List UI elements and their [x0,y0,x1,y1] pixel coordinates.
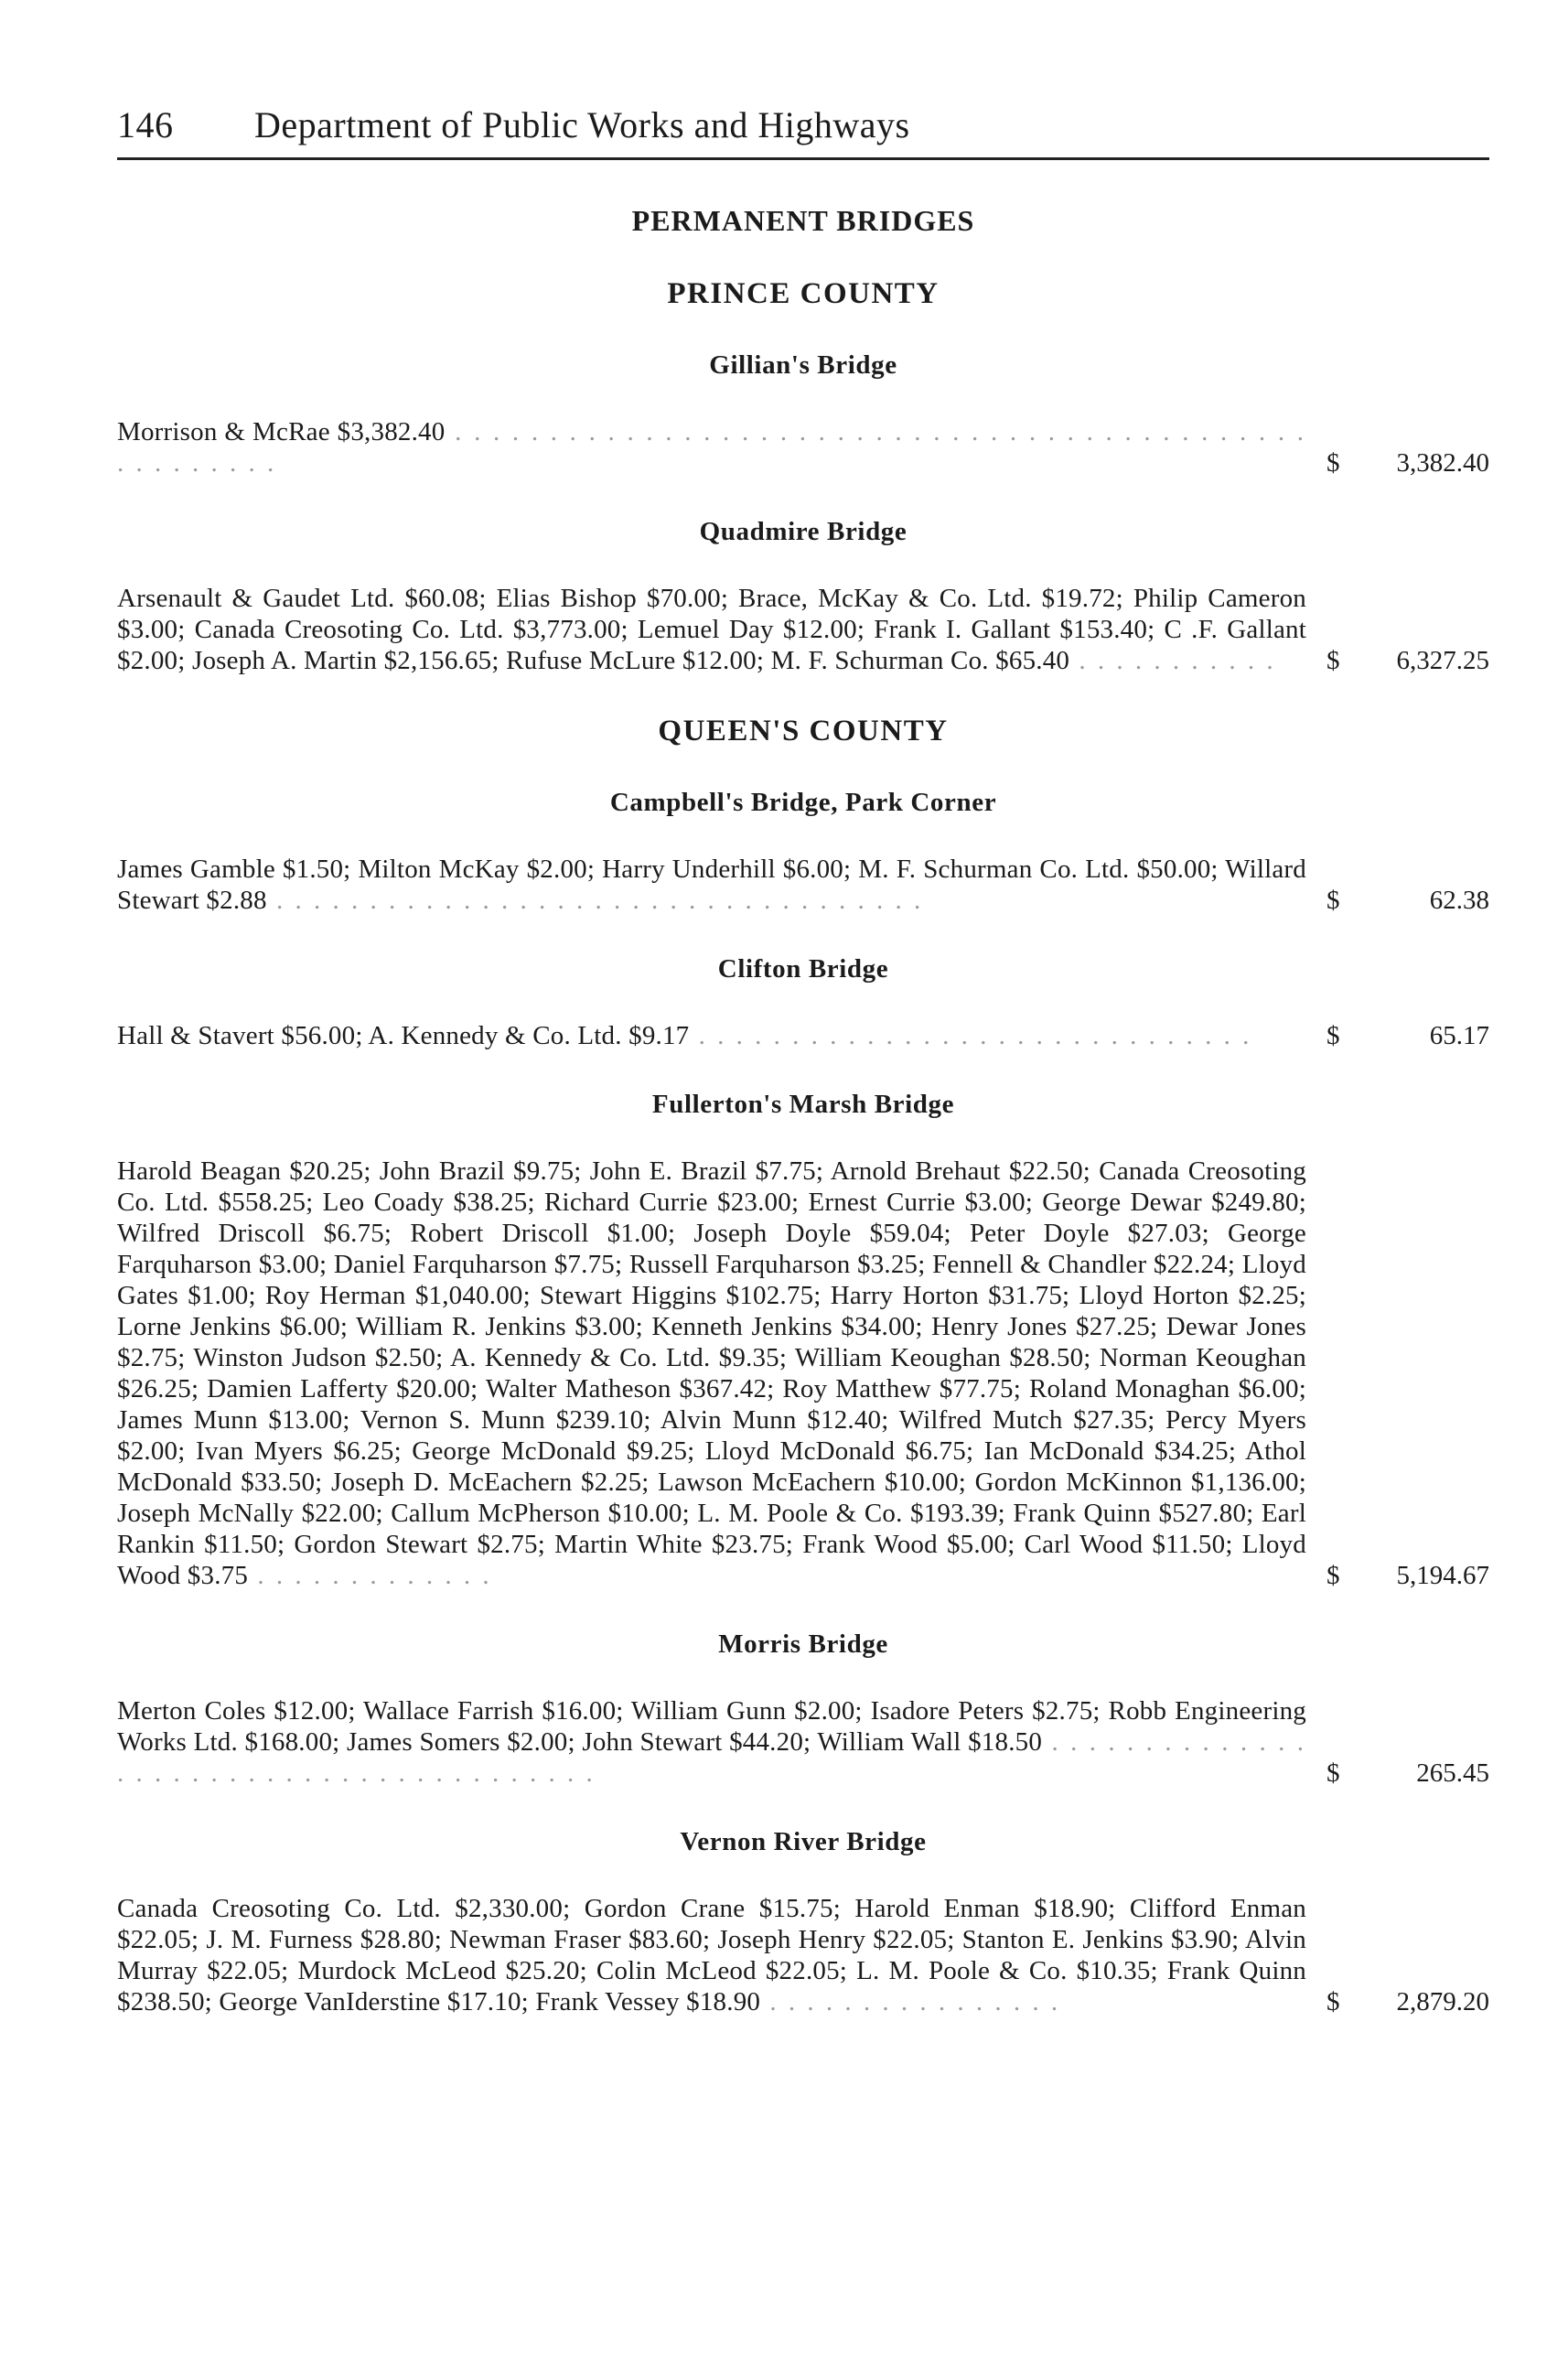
bridge-title: Gillian's Bridge [709,350,897,380]
dollar-sign: $ [1326,886,1340,915]
bridge-contractors [117,1695,1306,1789]
county-heading: QUEEN'S COUNTY [658,715,949,747]
bridge-total: 2,879.20 [1396,1987,1489,2016]
section-heading: PERMANENT BRIDGES [631,204,975,237]
bridge-total: 62.38 [1429,886,1489,915]
dot-leader: . . . . . . . . . . . [1069,646,1276,675]
dot-leader: . . . . . . . . . . . . . . . . . . . . . . . . . . . . . . . . . . . . . . . . . . . . . . . . . . . . . . [117,417,1306,478]
dollar-sign: $ [1326,1987,1340,2016]
header-rule [117,157,1489,160]
bridge-title: Clifton Bridge [717,954,889,984]
bridge-title: Campbell's Bridge, Park Corner [609,788,997,817]
bridge-title: Fullerton's Marsh Bridge [651,1090,955,1119]
bridge-entry [117,1156,1489,1591]
contractor-text: Canada Creosoting Co. Ltd. $2,330.00; Gordon Crane $15.75; Harold Enman $18.90; Clifford Enman $22.05; J. M. Furness $28.80; Newman Fraser $83.60; Joseph Henry $22.05; Stanton E. Jenkins $3.90; Alvin Murray $22.05; Murdock McLeod $25.20; Colin McLeod $22.05; L. M. Poole & Co. $10.35; Frank Quinn $238.50; George VanIderstine $17.10; Frank Vessey $18.90 [117,1894,1306,2016]
document-page [117,101,1489,2017]
contractor-text: Harold Beagan $20.25; John Brazil $9.75; John E. Brazil $7.75; Arnold Brehaut $22.50; Canada Creosoting Co. Ltd. $558.25; Leo Coady $38.25; Richard Currie $23.00; Ernest Currie $3.00; George Dewar $249.80; Wilfred Driscoll $6.75; Robert Driscoll $1.00; Joseph Doyle $59.04; Peter Doyle $27.03; George Farquharson $3.00; Daniel Farquharson $7.75; Russell Farquharson $3.25; Fennell & Chandler $22.24; Lloyd Gates $1.00; Roy Herman $1,040.00; Stewart Higgins $102.75; Harry Horton $31.75; Lloyd Horton $2.25; Lorne Jenkins $6.00; William R. Jenkins $3.00; Kenneth Jenkins $34.00; Henry Jones $27.25; Dewar Jones $2.75; Winston Judson $2.50; A. Kennedy & Co. Ltd. $9.35; William Keoughan $28.50; Norman Keoughan $26.25; Damien Lafferty $20.00; Walter Matheson $367.42; Roy Matthew $77.75; Roland Monaghan $6.00; James Munn $13.00; Vernon S. Munn $239.10; Alvin Munn $12.40; Wilfred Mutch $27.35; Percy Myers $2.00; Ivan Myers $6.25; George McDonald $9.25; Lloyd McDonald $6.75; Ian McDonald $34.25; Athol McDonald $33.50; Joseph D. McEachern $2.25; Lawson McEachern $10.00; Gordon McKinnon $1,136.00; Joseph McNally $22.00; Callum McPherson $10.00; L. M. Poole & Co. $193.39; Frank Quinn $527.80; Earl Rankin $11.50; Gordon Stewart $2.75; Martin White $23.75; Frank Wood $5.00; Carl Wood $11.50; Lloyd Wood $3.75 [117,1156,1306,1590]
bridge-entry [117,583,1489,676]
contractor-text: James Gamble $1.50; Milton McKay $2.00; Harry Underhill $6.00; M. F. Schurman Co. Ltd. $50.00; Willard Stewart $2.88 [117,855,1306,915]
bridge-contractors [117,416,1306,479]
bridge-title: Morris Bridge [718,1629,888,1659]
contractor-text: Arsenault & Gaudet Ltd. $60.08; Elias Bishop $70.00; Brace, McKay & Co. Ltd. $19.72; Philip Cameron $3.00; Canada Creosoting Co. Ltd. $3,773.00; Lemuel Day $12.00; Frank I. Gallant $153.40; C .F. Gallant $2.00; Joseph A. Martin $2,156.65; Rufuse McLure $12.00; M. F. Schurman Co. $65.40 [117,584,1306,675]
county-heading: PRINCE COUNTY [667,277,940,310]
bridge-contractors [117,1156,1306,1591]
page-header [117,101,1489,150]
bridge-entry [117,416,1489,479]
bridge-contractors [117,1020,1306,1051]
running-title: Department of Public Works and Highways [254,104,910,145]
bridge-total: 3,382.40 [1396,448,1489,478]
dollar-sign: $ [1326,1561,1340,1590]
contractor-text: Morrison & McRae $3,382.40 [117,417,446,446]
bridge-entry [117,1695,1489,1789]
bridge-entry [117,854,1489,916]
page-number: 146 [117,104,174,145]
bridge-total: 65.17 [1429,1021,1489,1050]
bridge-contractors [117,1893,1306,2017]
dot-leader: . . . . . . . . . . . . . [248,1561,492,1590]
dot-leader: . . . . . . . . . . . . . . . . . . . . . . . . . . . . . . . . . . . [266,886,924,915]
dollar-sign: $ [1326,646,1340,675]
bridge-contractors [117,854,1306,916]
dollar-sign: $ [1326,1021,1340,1050]
dot-leader: . . . . . . . . . . . . . . . . . . . . . . . . . . . . . . . . . . . . . . . . [117,1727,1306,1788]
dollar-sign: $ [1326,1758,1340,1788]
dollar-sign: $ [1326,448,1340,478]
bridge-entry [117,1020,1489,1051]
bridge-entry [117,1893,1489,2017]
bridge-title: Vernon River Bridge [680,1827,927,1856]
bridge-total: 5,194.67 [1396,1561,1489,1590]
contractor-text: Hall & Stavert $56.00; A. Kennedy & Co. Ltd. $9.17 [117,1021,690,1050]
bridge-contractors [117,583,1306,676]
dot-leader: . . . . . . . . . . . . . . . . [760,1987,1061,2016]
contractor-text: Merton Coles $12.00; Wallace Farrish $16.00; William Gunn $2.00; Isadore Peters $2.75; Robb Engineering Works Ltd. $168.00; James Somers $2.00; John Stewart $44.20; William Wall $18.50 [117,1696,1306,1757]
bridge-total: 6,327.25 [1396,646,1489,675]
bridge-total: 265.45 [1416,1758,1489,1788]
dot-leader: . . . . . . . . . . . . . . . . . . . . . . . . . . . . . . [689,1021,1252,1050]
bridge-title: Quadmire Bridge [699,517,908,546]
